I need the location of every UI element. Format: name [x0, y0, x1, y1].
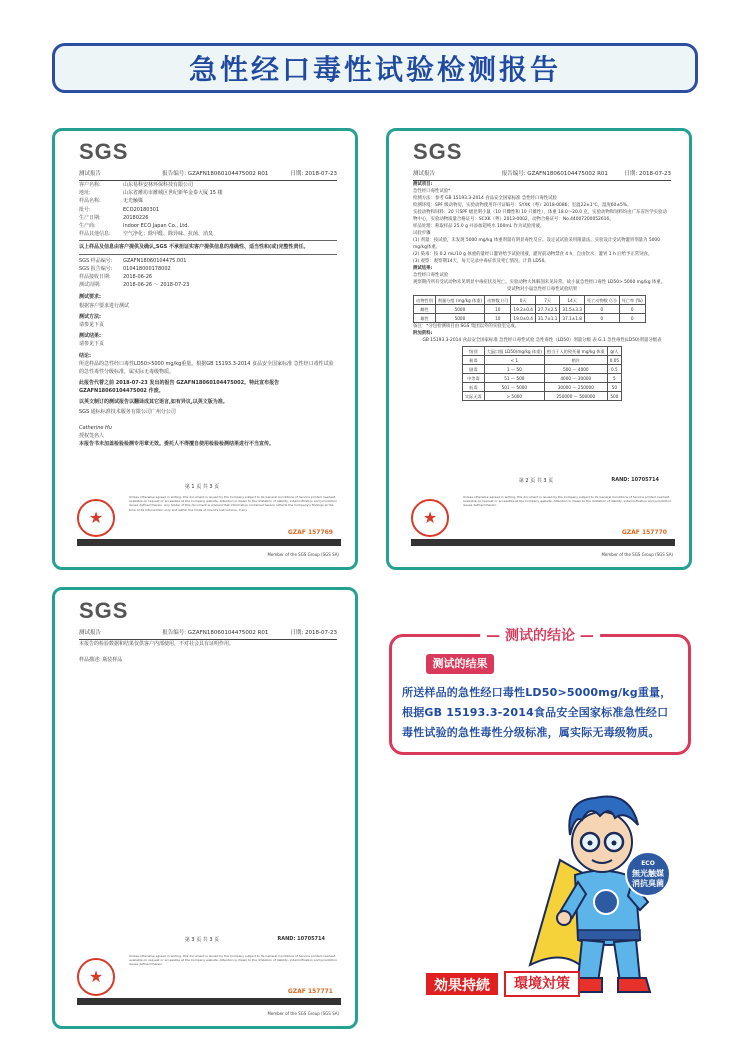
field-key: 生产日期:: [79, 214, 101, 221]
signer-company: SGS 通标标准技术服务有限公司广州分公司: [79, 408, 176, 415]
field-value: 空气净化；除甲醛、除异味、抗菌、消臭: [123, 231, 214, 238]
footnote: 备注：*分包检测项目由 SGS 集团以外的实验室完成。: [413, 324, 520, 329]
serial-number: [288, 529, 333, 536]
table-cell: 5000: [435, 305, 484, 314]
field-value: GZAFN18060104475.001: [123, 257, 187, 264]
table-row: [414, 305, 646, 314]
divider: [79, 254, 337, 255]
table-cell: 27.7±2.5: [535, 305, 560, 314]
section-text: 请参见下页: [79, 322, 105, 329]
table-cell: 稍许: [544, 356, 607, 365]
report-header: [79, 628, 337, 640]
badge-line: 消抗臭菌: [632, 879, 664, 888]
table-cell: 0: [619, 305, 645, 314]
table-cell: 1 ～ 50: [484, 365, 544, 374]
table-header: 级别: [462, 347, 484, 356]
method-line: (3) 观察：观察期14天，每天记录中毒症状及死亡情况，计算 LD50。: [413, 259, 549, 264]
field-key: 样品名称:: [79, 198, 101, 205]
address-bar: [411, 539, 675, 546]
table-header: 动物性别: [414, 296, 436, 305]
page-number-text: 第 1 页 共 3 页: [184, 484, 220, 490]
replace-note: 此报告代替之前 2018-07-23 发出的报告 GZAFN18060104475002。特此宣布报告 GZAFN18060104475002 作废。: [79, 380, 280, 395]
serial-prefix: GZAF: [621, 529, 640, 536]
field-key: 批号:: [79, 206, 91, 213]
table-cell: 实际无毒: [462, 392, 484, 401]
table-cell: 雌性: [414, 305, 436, 314]
member-note: Member of the SGS Group (SGS SA): [267, 1011, 339, 1016]
table-cell: 0.5: [607, 365, 621, 374]
field-key: SGS 样品编号:: [79, 257, 113, 264]
report-page-3: [52, 587, 358, 1029]
summary-text: 所送样品的急性经口毒性LD50>5000 mg/kg重量。根据GB 15193.3-2014 食品安全国家标准 急性经口毒性试验的急性毒性分级标准，属实际无毒级物质。: [79, 360, 334, 376]
report-body: [79, 640, 337, 664]
sample-description: 样品描述: 瓶装样品: [79, 657, 123, 664]
field-key: 测试周期:: [79, 282, 101, 289]
section-text: 根据客户要求进行测试: [79, 302, 130, 309]
table-cell: 10: [485, 314, 511, 323]
serial-prefix: GZAF: [287, 529, 306, 536]
badge-line: 無光触媒: [632, 869, 664, 878]
official-seal: [77, 958, 115, 996]
field-value: Indoor ECO Japan Co., Ltd.: [123, 223, 190, 230]
field-key: 地址:: [79, 190, 91, 197]
table-cell: 50: [607, 383, 621, 392]
field-key: 样品其他信息:: [79, 231, 111, 238]
result-line: 观察期内所有受试动物未见明显中毒症状及死亡。实验动物大体解剖未见异常。故小鼠急性经口毒性 LD50> 5000 mg/kg 体重。: [413, 280, 666, 285]
table-cell: 5: [607, 374, 621, 383]
field-value: 山东易科安林环保科技有限公司: [123, 182, 194, 188]
field-row: [79, 273, 337, 281]
section-title: 测试方法:: [79, 313, 101, 320]
table-cell: 19.0±0.4: [511, 314, 536, 323]
table-header: 0天: [511, 296, 536, 305]
eco-badge: [625, 851, 671, 897]
serial-number: [622, 529, 667, 536]
table-cell: 250000 ～ 500000: [544, 392, 607, 401]
feature-labels: [424, 971, 580, 997]
table-row: [462, 356, 621, 365]
page-number: [413, 477, 659, 484]
table-cell: 0.05: [607, 356, 621, 365]
report-header: [413, 169, 671, 181]
field-row: [79, 189, 337, 197]
table-cell: 10: [485, 305, 511, 314]
section-title: 测试项目:: [413, 182, 433, 187]
table-header-row: [462, 347, 621, 356]
table-header: 动物数 (只): [485, 296, 511, 305]
table-row: [462, 383, 621, 392]
field-key: 生产商:: [79, 223, 96, 230]
method-line: (2) 染毒：按 0.2 mL/10 g 体重的量经口灌胃给予试验用液，灌胃前动物禁食 4 h，自由饮水，灌胃 1 h 后给予正常饲食。: [413, 252, 653, 257]
table-cell: 500 ～ 4000: [544, 365, 607, 374]
report-footer: [77, 495, 341, 557]
section-title: 测试结果:: [79, 333, 101, 340]
conclusion-text: 所送样品的急性经口毒性LD50>5000mg/kg重量，根据GB 15193.3-2014食品安全国家标准急性经口毒性试验的急性毒性分级标准，属实际无毒级物质。: [402, 686, 672, 739]
table-cell: 30000 ～ 250000: [544, 383, 607, 392]
field-row: [79, 265, 337, 273]
table-header: g/人: [607, 347, 621, 356]
table-cell: 中等毒: [462, 374, 484, 383]
table-header-row: [414, 296, 646, 305]
mascot-illustration: [520, 790, 690, 1000]
table-cell: 雄性: [414, 314, 436, 323]
table-cell: 501 ～ 5000: [484, 383, 544, 392]
sgs-logo: SGS: [79, 598, 129, 623]
fine-print: Unless otherwise agreed in writing, this document is issued by the Company subject to its General Conditions of Service printed overleaf, available on request or accessible at the Company website. Attention is drawn to the limitation of liability, indemnification and jurisdiction issues defined therein.: [463, 495, 671, 508]
field-key: 客户名称:: [79, 182, 101, 188]
report-header-label: 测试报告: [79, 630, 102, 636]
dash-right-icon: —: [579, 628, 594, 644]
page-number-text: 第 3 页 共 3 页: [184, 937, 220, 943]
field-value: ECO20180301: [123, 206, 160, 213]
field-key: 样品接收日期:: [79, 274, 111, 281]
field-row: [79, 181, 337, 189]
table-header: 剂量分组 (mg/kg 体重): [435, 296, 484, 305]
label-environment: 環境対策: [504, 971, 580, 997]
result-line: 急性经口毒性试验: [413, 273, 449, 278]
field-value: 010418000178002: [123, 265, 171, 272]
fine-print: Unless otherwise agreed in writing, this document is issued by the Company subject to its General Conditions of Service printed overleaf, available on request or accessible at the Company website. Attention is drawn to the limitation of liability, indemnification and jurisdiction issues defined therein. Any holder of this document is advised that information contained hereon reflects the Company's findings at the time of its intervention only and within the limits of Client's instructions, if any.: [129, 495, 337, 512]
divider: [79, 240, 337, 241]
table-caption: GB 15193.3-2014 食品安全国家标准 急性经口毒性试验 急性毒性（LD50）剂量分级 表 G.1 急性毒性(LD50)剂量分级表: [422, 338, 662, 343]
table-cell: 31.7±1.1: [535, 314, 560, 323]
table-header: 死亡动物数 (只): [584, 296, 619, 305]
official-seal: [411, 499, 449, 537]
table-header: 死亡率 (%): [619, 296, 645, 305]
table-row: [462, 374, 621, 383]
report-header-label: 测试报告: [413, 171, 436, 177]
section-title: 测试要求:: [79, 294, 101, 301]
table-cell: 0: [619, 314, 645, 323]
report-footer: [77, 954, 341, 1016]
conclusion-title-text: 测试的结论: [505, 628, 575, 644]
field-row: [79, 197, 337, 205]
member-note: Member of the SGS Group (SGS SA): [267, 552, 339, 557]
serial-prefix: GZAF: [287, 988, 306, 995]
field-row: [79, 257, 337, 265]
label-effect: 効果持続: [424, 971, 500, 997]
field-row: [79, 206, 337, 214]
serial-number: [288, 988, 333, 995]
report-header-number: 报告编号: GZAFN18060104475002 R01 日期: 2018-07-23: [162, 630, 337, 636]
method-line: (1) 剂量：按试验，未发现 5000 mg/kg 体重剂量有明显毒性反应。设定试试验采用限量法。实验设计受试物灌胃剂量为 5000 mg/kg体重。: [413, 238, 661, 250]
report-header-label: 测试报告: [79, 171, 102, 177]
rand-code: RAND: 10705714: [611, 477, 659, 483]
table-cell: 4000 ～ 30000: [544, 374, 607, 383]
field-value: 无光触媒: [123, 198, 144, 205]
table-cell: 低毒: [462, 383, 484, 392]
field-value: 2018-06-26: [123, 274, 153, 281]
sgs-logo: SGS: [413, 139, 463, 164]
table-cell: 剧毒: [462, 365, 484, 374]
dash-left-icon: —: [486, 628, 501, 644]
warning-text: 本报告书未加盖检验检测专用章无效。委托人不得擅自使用检验检测结果进行不当宣传。: [79, 441, 275, 448]
method-line: 实验动物和饲料：20 只SPF 级昆明小鼠（10 只雌性和 10 只雄性），体重 18.0～20.0 克，实验动物和饲料均由广东省医学实验动物中心，实验动物质量合格证号：SCXK（粤）2013-0002，动物合格证号：No.44007200052616。: [413, 210, 667, 222]
report-body: [413, 181, 671, 401]
conclusion-card: [389, 628, 691, 755]
page-number-text: 第 2 页 共 3 页: [518, 478, 554, 484]
method-line: 样品处理：称取样品 25.0 g 并添加超纯水 100mL 作为试验用液。: [413, 224, 545, 229]
table-cell: 5000: [435, 314, 484, 323]
method-line: 试验步骤: [413, 231, 431, 236]
method-line: 检测环境：SPF 级动物房，实验动物使用许可证编号：SYXK（粤）2018-0086；室温22±1℃，湿度60±5%。: [413, 203, 632, 208]
report-header-number: 报告编号: GZAFN18060104475002 R01 日期: 2018-07-23: [501, 171, 671, 177]
table-cell: 19.2±0.4: [511, 305, 536, 314]
official-seal: [77, 499, 115, 537]
address-bar: [77, 539, 341, 546]
table-cell: 500: [607, 392, 621, 401]
serial-value: 157770: [641, 529, 667, 536]
report-body: [79, 181, 337, 449]
conclusion-title: [480, 625, 600, 645]
badge-eco-text: ECO: [641, 860, 655, 867]
field-row: [79, 222, 337, 230]
table-header: 大鼠口服 LD50(mg/kg 体重): [484, 347, 544, 356]
field-row: [79, 214, 337, 222]
serial-value: 157771: [307, 988, 333, 995]
usage-note: 本报告的检验数据和结果仅供客户内部使用，不对社会具有证明作用。: [79, 641, 235, 647]
table-row: [414, 314, 646, 323]
table-row: [462, 392, 621, 401]
signer-role: 授权签名人: [79, 433, 105, 440]
table-cell: > 5000: [484, 392, 544, 401]
section-text: 请参见下页: [79, 341, 105, 348]
test-name: 急性经口毒性试验*: [413, 189, 451, 194]
toxicity-table: [413, 295, 646, 323]
table-cell: 极毒: [462, 356, 484, 365]
sgs-logo: SGS: [79, 139, 129, 164]
member-note: Member of the SGS Group (SGS SA): [601, 552, 673, 557]
table-cell: 37.1±1.8: [560, 314, 585, 323]
serial-value: 157769: [307, 529, 333, 536]
table-header: 7天: [535, 296, 560, 305]
report-page-2: [386, 128, 692, 570]
report-page-1: [52, 128, 358, 570]
table-cell: 0: [584, 305, 619, 314]
field-value: 山东省潍坊市潍城区世纪新华金泰大厦 15 楼: [123, 190, 223, 197]
page-number: [79, 483, 325, 490]
table-header: 14天: [560, 296, 585, 305]
section-title: 附加资料:: [413, 331, 433, 336]
field-key: SGS 报告编号:: [79, 265, 113, 272]
table-cell: 31.5±3.3: [560, 305, 585, 314]
page-title: 急性经口毒性试验检测报告: [188, 53, 561, 86]
table-caption: 受试物对小鼠急性经口毒性试验结果: [506, 287, 578, 292]
field-value: 20180226: [123, 214, 149, 221]
rand-code: RAND: 10705714: [277, 936, 325, 942]
table-row: [462, 365, 621, 374]
field-row: [79, 281, 337, 289]
report-header-number: 报告编号: GZAFN18060104475002 R01 日期: 2018-07-23: [162, 171, 337, 177]
page-number: [79, 936, 325, 943]
report-header: [79, 169, 337, 181]
grading-table: [462, 346, 622, 401]
report-footer: [411, 495, 675, 557]
section-title: 结论:: [79, 352, 91, 359]
star-icon: ★: [88, 508, 104, 527]
fine-print: Unless otherwise agreed in writing, this document is issued by the Company subject to its General Conditions of Service printed overleaf, available on request or accessible at the Company website. Attention is drawn to the limitation of liability, indemnification and jurisdiction issues defined therein.: [129, 954, 337, 967]
title-banner: [52, 43, 698, 93]
field-value: 2018-06-26 ～ 2018-07-23: [123, 282, 190, 289]
table-cell: 0: [584, 314, 619, 323]
conclusion-tag: 测试的结果: [426, 654, 494, 674]
method-line: 检测方法：参考 GB 15193.3-2014 食品安全国家标准 急性经口毒性试验: [413, 196, 557, 201]
table-header: 相当于人的致死量 mg/kg 体重: [544, 347, 607, 356]
table-cell: 51 ～ 500: [484, 374, 544, 383]
section-title: 测试结果:: [413, 266, 433, 271]
table-cell: < 1: [484, 356, 544, 365]
notice-text: 以上样品及信息由客户提供及确认,SGS 不承担证实客户提供信息的准确性、适当性和(或)完整性责任。: [79, 244, 309, 251]
address-bar: [77, 998, 341, 1005]
stamp-note: 以英文制订的测试报告以翻译成其它语言,如有异议,以英文版为准。: [79, 398, 228, 405]
star-icon: ★: [88, 967, 104, 986]
field-row: [79, 230, 337, 238]
signer-name: Catherine Hu: [79, 425, 112, 432]
star-icon: ★: [422, 508, 438, 527]
